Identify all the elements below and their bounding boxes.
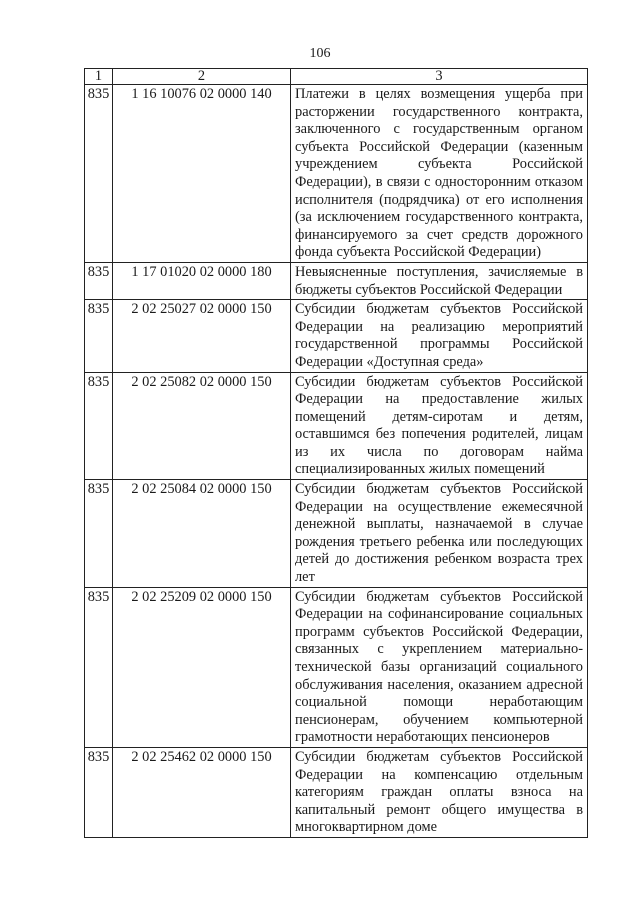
description-cell: Платежи в целях возмещения ущерба при расторжении государственного контракта, заключенного с государственным органом субъекта Российской Федерации (казенным учреждением субъекта Российской Федерации), в связи с односторонним отказом исполнителя (подрядчика) от его исполнения (за исключением государственного контракта, финансируемого за счет средств дорожного фонда субъекта Российской Федерации) [291,85,588,263]
budget-code-cell: 1 17 01020 02 0000 180 [113,262,291,299]
table-header-row [85,69,588,85]
table-row [85,300,588,372]
budget-code-cell: 2 02 25462 02 0000 150 [113,747,291,837]
description-cell: Субсидии бюджетам субъектов Российской Федерации на компенсацию отдельным категориям граждан оплаты взноса на капитальный ремонт общего имущества в многоквартирном доме [291,747,588,837]
table-row [85,372,588,480]
budget-code-cell: 2 02 25027 02 0000 150 [113,300,291,372]
column-header-3: 3 [291,69,588,85]
chapter-code-cell: 835 [85,747,113,837]
column-header-2: 2 [113,69,291,85]
chapter-code-cell: 835 [85,372,113,480]
description-cell: Субсидии бюджетам субъектов Российской Федерации на софинансирование социальных программ субъектов Российской Федерации, связанных с укреплением материально-технической базы организаций социального обслуживания населения, оказанием адресной социальной помощи неработающим пенсионерам, обучением компьютерной грамотности неработающих пенсионеров [291,587,588,747]
budget-code-cell: 2 02 25084 02 0000 150 [113,480,291,588]
description-cell: Субсидии бюджетам субъектов Российской Федерации на осуществление ежемесячной денежной выплаты, назначаемой в случае рождения третьего ребенка или последующих детей до достижения ребенком возраста трех лет [291,480,588,588]
budget-code-cell: 2 02 25209 02 0000 150 [113,587,291,747]
description-cell: Невыясненные поступления, зачисляемые в бюджеты субъектов Российской Федерации [291,262,588,299]
column-header-1: 1 [85,69,113,85]
description-cell: Субсидии бюджетам субъектов Российской Федерации на реализацию мероприятий государственной программы Российской Федерации «Доступная среда» [291,300,588,372]
table-row [85,262,588,299]
table-row [85,587,588,747]
table-row [85,480,588,588]
page-number: 106 [309,46,331,61]
table-row [85,85,588,263]
chapter-code-cell: 835 [85,300,113,372]
chapter-code-cell: 835 [85,480,113,588]
chapter-code-cell: 835 [85,262,113,299]
budget-codes-table [84,68,588,838]
description-cell: Субсидии бюджетам субъектов Российской Федерации на предоставление жилых помещений детям-сиротам и детям, оставшимся без попечения родителей, лицам из их числа по договорам найма специализированных жилых помещений [291,372,588,480]
budget-code-cell: 1 16 10076 02 0000 140 [113,85,291,263]
budget-code-cell: 2 02 25082 02 0000 150 [113,372,291,480]
chapter-code-cell: 835 [85,587,113,747]
chapter-code-cell: 835 [85,85,113,263]
table-row [85,747,588,837]
